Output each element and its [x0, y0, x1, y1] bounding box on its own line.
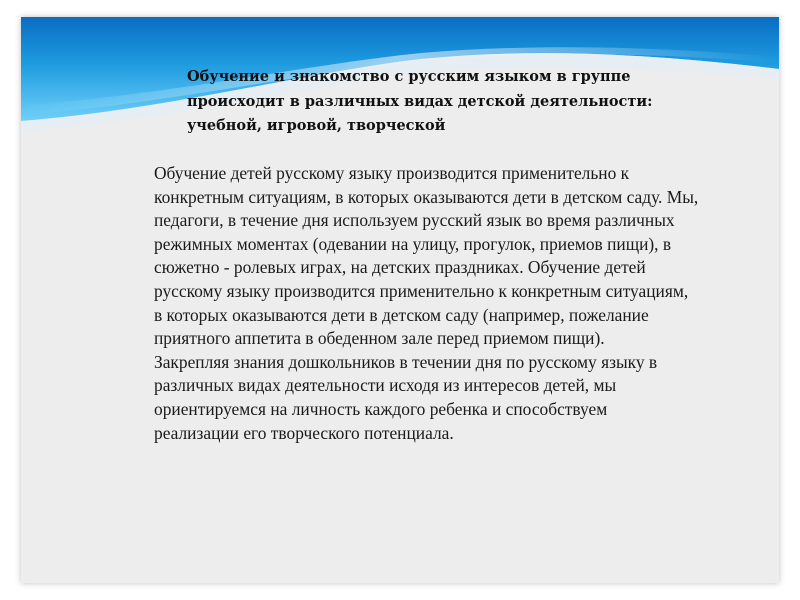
- slide-body-text: Обучение детей русскому языку производится применительно к конкретным ситуациям, в которых оказываются дети в детском саду. Мы, педагоги, в течение дня используем русский язык во время различных режимных моментах (одевании на улицу, прогулок, приемов пищи), в сюжетно - ролевых играх, на детских праздниках. Обучение детей русскому языку производится применительно к конкретным ситуациям, в которых оказываются дети в детском саду (например, пожелание приятного аппетита в обеденном зале перед приемом пищи). Закрепляя знания дошкольников в течении дня по русскому языку в различных видах деятельности исходя из интересов детей, мы ориентируемся на личность каждого ребенка и способствуем реализации его творческого потенциала.: [154, 163, 699, 443]
- slide-heading: Обучение и знакомство с русским языком в группе происходит в различных видах детской деятельности: учебной, игровой, творческой: [187, 68, 653, 134]
- slide: [21, 17, 779, 583]
